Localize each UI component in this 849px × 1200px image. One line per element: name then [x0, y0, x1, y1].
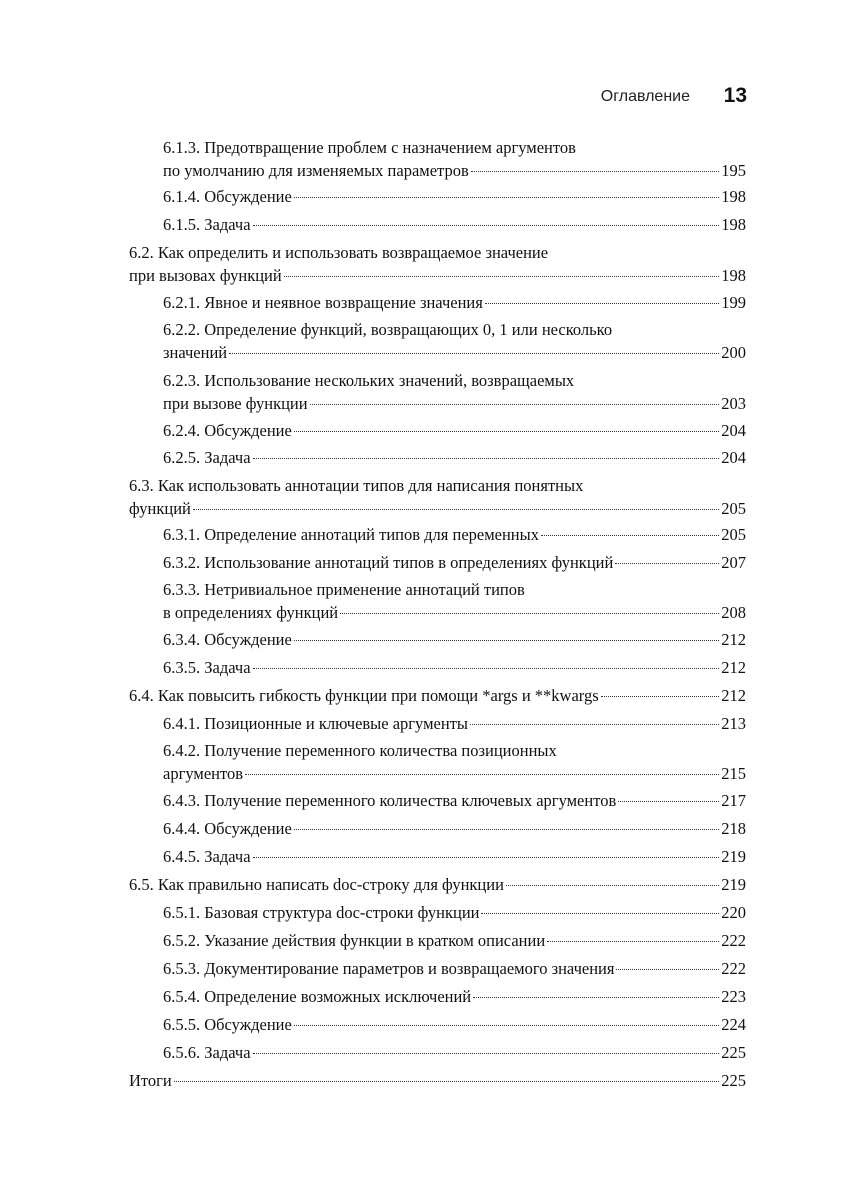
toc-page-number: 198: [721, 215, 746, 234]
toc-entry[interactable]: [129, 241, 746, 287]
toc-entry[interactable]: [163, 985, 746, 1008]
toc-page-number: 205: [721, 499, 746, 518]
toc-entry-number: 6.5.3.: [163, 959, 201, 978]
toc-entry[interactable]: [163, 185, 746, 208]
toc-entry-title-line: [163, 739, 746, 762]
toc-leader-dots: [470, 724, 719, 725]
toc-leader-dots: [253, 668, 720, 669]
toc-entry[interactable]: [129, 474, 746, 520]
toc-entry-title-cont: по умолчанию для изменяемых параметров: [163, 161, 469, 180]
toc-page-number: 204: [721, 421, 746, 440]
toc-entry[interactable]: [163, 656, 746, 679]
toc-entry-number: 6.4.4.: [163, 819, 201, 838]
toc-leader-dots: [253, 1053, 720, 1054]
toc-entry-title-cont: при вызовах функций: [129, 266, 282, 285]
toc-entry[interactable]: [163, 578, 746, 624]
toc-page-number: 195: [721, 161, 746, 180]
toc-leader-dots: [340, 613, 719, 614]
toc-entry-number: 6.2.3.: [163, 371, 201, 390]
toc-entry-line: [163, 817, 746, 840]
toc-entry-line: [163, 291, 746, 314]
toc-leader-dots: [294, 640, 719, 641]
toc-entry-title: Как повысить гибкость функции при помощи *args и **kwargs: [157, 686, 599, 705]
toc-leader-dots: [473, 997, 719, 998]
toc-entry-last-line: [163, 341, 746, 364]
toc-leader-dots: [310, 404, 720, 405]
toc-entry[interactable]: [129, 873, 746, 896]
toc-entry-line: [163, 656, 746, 679]
toc-entry-number: 6.4.3.: [163, 791, 201, 810]
toc-leader-dots: [245, 774, 719, 775]
toc-entry[interactable]: [163, 789, 746, 812]
toc-entry[interactable]: [163, 628, 746, 651]
running-header: [0, 84, 747, 114]
toc-entry-line: [163, 446, 746, 469]
toc-entry-title: Документирование параметров и возвращаемого значения: [204, 959, 615, 978]
toc-entry-number: 6.3.1.: [163, 525, 201, 544]
toc-entry-last-line: [163, 392, 746, 415]
toc-entry-title-cont: при вызове функции: [163, 394, 308, 413]
toc-page-number: 217: [721, 791, 746, 810]
toc-entry-number: 6.1.5.: [163, 215, 201, 234]
toc-entry[interactable]: [163, 712, 746, 735]
toc-entry-last-line: [163, 601, 746, 624]
toc-entry[interactable]: [129, 1069, 746, 1092]
toc-page-number: 223: [721, 987, 746, 1006]
toc-entry[interactable]: [163, 1041, 746, 1064]
toc-entry-title-line: [163, 578, 746, 601]
toc-leader-dots: [615, 563, 719, 564]
toc-entry-title: Обсуждение: [204, 819, 292, 838]
toc-entry-number: 6.2.4.: [163, 421, 201, 440]
toc-entry[interactable]: [163, 901, 746, 924]
toc-entry-number: 6.1.4.: [163, 187, 201, 206]
toc-entry-title-line: [163, 136, 746, 159]
toc-entry-title: Итоги: [129, 1071, 172, 1090]
toc-page-number: 198: [721, 187, 746, 206]
toc-entry-number: 6.3.4.: [163, 630, 201, 649]
toc-page-number: 225: [721, 1071, 746, 1090]
toc-entry-number: 6.4.5.: [163, 847, 201, 866]
toc-entry-title-cont: аргументов: [163, 764, 244, 783]
toc-entry-title: Как использовать аннотации типов для написания понятных: [157, 476, 584, 495]
toc-entry-line: [163, 628, 746, 651]
toc-entry-number: 6.5.: [129, 875, 154, 894]
toc-entry-line: [163, 985, 746, 1008]
toc-page-number: 198: [721, 266, 746, 285]
toc-entry-line: [163, 957, 746, 980]
toc-entry-line: [129, 873, 746, 896]
toc-entry-line: [163, 929, 746, 952]
toc-entry[interactable]: [163, 419, 746, 442]
toc-page-number: 225: [721, 1043, 746, 1062]
toc-entry-number: 6.3.2.: [163, 553, 201, 572]
toc-entry-title-cont: в определениях функций: [163, 603, 339, 622]
toc-entry-line: [163, 1041, 746, 1064]
toc-page-number: 219: [721, 875, 746, 894]
toc-leader-dots: [284, 276, 720, 277]
toc-entry-line: [163, 712, 746, 735]
toc-page-number: 212: [721, 630, 746, 649]
toc-entry[interactable]: [163, 957, 746, 980]
toc-entry[interactable]: [163, 817, 746, 840]
toc-page-number: 204: [721, 448, 746, 467]
toc-entry-number: 6.2.1.: [163, 293, 201, 312]
toc-entry-title: Обсуждение: [204, 1015, 292, 1034]
toc-page-number: 219: [721, 847, 746, 866]
toc-entry-line: [163, 551, 746, 574]
toc-leader-dots: [253, 458, 720, 459]
toc-page-number: 218: [721, 819, 746, 838]
toc-leader-dots: [506, 885, 719, 886]
toc-entry-number: 6.4.2.: [163, 741, 201, 760]
toc-page-number: 212: [721, 686, 746, 705]
toc-entry-title-cont: функций: [129, 499, 191, 518]
toc-leader-dots: [294, 829, 719, 830]
toc-entry-title: Указание действия функции в кратком описании: [204, 931, 546, 950]
toc-entry-line: [129, 1069, 746, 1092]
toc-entry-last-line: [129, 497, 746, 520]
toc-page-number: 212: [721, 658, 746, 677]
toc-leader-dots: [618, 801, 719, 802]
toc-entry-title: Базовая структура doc-строки функции: [204, 903, 480, 922]
toc-page-number: 220: [721, 903, 746, 922]
toc-entry-title: Позиционные и ключевые аргументы: [204, 714, 468, 733]
toc-leader-dots: [294, 1025, 719, 1026]
toc-leader-dots: [601, 696, 720, 697]
toc-entry[interactable]: [163, 551, 746, 574]
toc-entry-title: Задача: [204, 847, 251, 866]
page-number: 13: [723, 84, 747, 107]
toc-entry[interactable]: [163, 213, 746, 236]
toc-leader-dots: [229, 353, 719, 354]
toc-entry-title: Нетривиальное применение аннотаций типов: [204, 580, 525, 599]
toc-entry-number: 6.5.4.: [163, 987, 201, 1006]
toc-entry-title: Обсуждение: [204, 630, 292, 649]
toc-entry[interactable]: [163, 369, 746, 415]
toc-entry-line: [163, 901, 746, 924]
toc-leader-dots: [253, 857, 720, 858]
toc-entry-number: 6.5.5.: [163, 1015, 201, 1034]
toc-entry-title: Задача: [204, 448, 251, 467]
toc-entry-line: [163, 419, 746, 442]
toc-leader-dots: [616, 969, 719, 970]
toc-page-number: 224: [721, 1015, 746, 1034]
toc-entry-number: 6.5.6.: [163, 1043, 201, 1062]
toc-entry-number: 6.4.1.: [163, 714, 201, 733]
toc-page-number: 199: [721, 293, 746, 312]
toc-entry[interactable]: [163, 136, 746, 182]
toc-entry-number: 6.2.2.: [163, 320, 201, 339]
toc-leader-dots: [193, 509, 719, 510]
toc-page-number: 222: [721, 931, 746, 950]
toc-entry-title: Задача: [204, 1043, 251, 1062]
toc-leader-dots: [174, 1081, 719, 1082]
toc-entry-title: Получение переменного количества ключевых аргументов: [204, 791, 617, 810]
toc-page-number: 205: [721, 525, 746, 544]
toc-entry-title: Обсуждение: [204, 187, 292, 206]
toc-entry-number: 6.3.3.: [163, 580, 201, 599]
toc-page-number: 222: [721, 959, 746, 978]
toc-leader-dots: [294, 431, 719, 432]
toc-entry-number: 6.5.1.: [163, 903, 201, 922]
toc-page-number: 207: [721, 553, 746, 572]
toc-entry-title: Явное и неявное возвращение значения: [204, 293, 483, 312]
toc-entry-line: [163, 845, 746, 868]
toc-entry-line: [129, 684, 746, 707]
toc-entry-line: [163, 213, 746, 236]
running-header-title: Оглавление: [600, 88, 690, 105]
toc-entry-number: 6.1.3.: [163, 138, 201, 157]
toc-entry-line: [163, 1013, 746, 1036]
toc-entry-number: 6.2.: [129, 243, 154, 262]
toc-entry-number: 6.3.5.: [163, 658, 201, 677]
toc-leader-dots: [481, 913, 719, 914]
toc-leader-dots: [253, 225, 720, 226]
toc-entry-title: Обсуждение: [204, 421, 292, 440]
toc-entry[interactable]: [163, 291, 746, 314]
toc-entry-last-line: [129, 264, 746, 287]
toc-page-number: 203: [721, 394, 746, 413]
toc-page-number: 208: [721, 603, 746, 622]
toc-entry-title: Определение аннотаций типов для переменных: [204, 525, 539, 544]
toc-entry-title: Использование аннотаций типов в определениях функций: [204, 553, 614, 572]
toc-leader-dots: [471, 171, 720, 172]
toc-entry-title: Определение функций, возвращающих 0, 1 или несколько: [204, 320, 613, 339]
toc-entry-last-line: [163, 159, 746, 182]
toc-entry-line: [163, 789, 746, 812]
toc-entry[interactable]: [163, 929, 746, 952]
toc-entry-line: [163, 185, 746, 208]
toc-entry-title-cont: значений: [163, 343, 228, 362]
toc-leader-dots: [547, 941, 719, 942]
toc-entry-number: 6.4.: [129, 686, 154, 705]
toc-entry-title-line: [129, 241, 746, 264]
toc-entry-title-line: [163, 318, 746, 341]
toc-entry-title: Получение переменного количества позиционных: [204, 741, 557, 760]
toc-leader-dots: [485, 303, 719, 304]
toc-page-number: 213: [721, 714, 746, 733]
toc-entry-title: Задача: [204, 215, 251, 234]
toc-entry-title: Использование нескольких значений, возвращаемых: [204, 371, 575, 390]
toc-entry-title: Задача: [204, 658, 251, 677]
toc-page-number: 200: [721, 343, 746, 362]
toc-entry-title-line: [163, 369, 746, 392]
toc-entry[interactable]: [163, 446, 746, 469]
toc-leader-dots: [294, 197, 719, 198]
toc-entry-number: 6.5.2.: [163, 931, 201, 950]
toc-entry-last-line: [163, 762, 746, 785]
toc-entry[interactable]: [163, 845, 746, 868]
toc-entry-title: Как определить и использовать возвращаемое значение: [157, 243, 549, 262]
toc-entry-title: Как правильно написать doc-строку для функции: [157, 875, 504, 894]
toc-entry[interactable]: [163, 318, 746, 364]
toc-page-number: 215: [721, 764, 746, 783]
toc-entry-line: [163, 523, 746, 546]
toc-entry-title: Предотвращение проблем с назначением аргументов: [204, 138, 576, 157]
toc-leader-dots: [541, 535, 719, 536]
toc-entry-title: Определение возможных исключений: [204, 987, 472, 1006]
toc-entry[interactable]: [163, 739, 746, 785]
toc-entry-title-line: [129, 474, 746, 497]
toc-entry-number: 6.3.: [129, 476, 154, 495]
toc-entry[interactable]: [163, 1013, 746, 1036]
toc-entry-number: 6.2.5.: [163, 448, 201, 467]
toc-entry[interactable]: [163, 523, 746, 546]
toc-entry[interactable]: [129, 684, 746, 707]
